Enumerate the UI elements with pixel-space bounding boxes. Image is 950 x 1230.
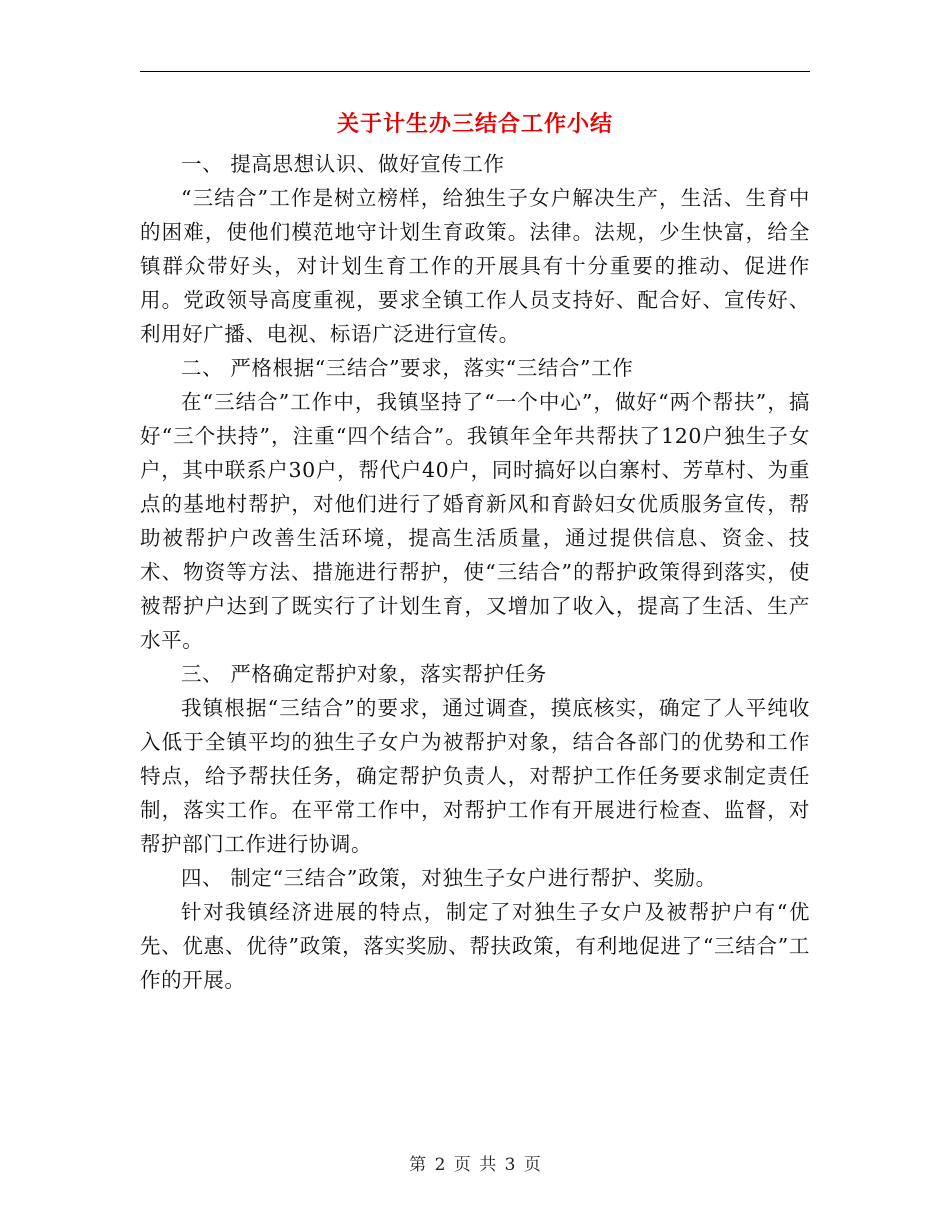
section-heading: 二、 严格根据“三结合”要求，落实“三结合”工作 — [181, 356, 634, 380]
header-rule — [140, 71, 810, 72]
body-paragraph: “三结合”工作是树立榜样，给独生子女户解决生产，生活、生育中的困难，使他们模范地守计划生育政策。法律。法规，少生快富，给全镇群众带好头，对计划生育工作的开展具有十分重要的推动、促进作用。党政领导高度重视，要求全镇工作人员支持好、配合好、宣传好、利用好广播、电视、标语广泛进行宣传。 — [140, 186, 810, 346]
body-paragraph: 针对我镇经济进展的特点，制定了对独生子女户及被帮护户有“优先、优惠、优待”政策，落实奖励、帮扶政策，有利地促进了“三结合”工作的开展。 — [140, 900, 810, 992]
section-heading: 四、 制定“三结合”政策，对独生子女户进行帮护、奖励。 — [181, 866, 717, 890]
section-heading: 一、 提高思想认识、做好宣传工作 — [181, 152, 505, 176]
document-title: 关于计生办三结合工作小结 — [336, 112, 613, 137]
page-number: 第 2 页 共 3 页 — [409, 1155, 541, 1175]
section-heading: 三、 严格确定帮护对象，落实帮护任务 — [181, 662, 547, 686]
body-paragraph: 在“三结合”工作中，我镇坚持了“一个中心”，做好“两个帮扶”，搞好“三个扶持”，注重“四个结合”。我镇年全年共帮扶了120户独生子女户，其中联系户30户，帮代户40户，同时搞好以白寨村、芳草村、为重点的基地村帮护，对他们进行了婚育新风和育龄妇女优质服务宣传，帮助被帮护户改善生活环境，提高生活质量，通过提供信息、资金、技术、物资等方法、措施进行帮护，使“三结合”的帮护政策得到落实，使被帮护户达到了既实行了计划生育，又增加了收入，提高了生活、生产水平。 — [140, 390, 810, 652]
body-paragraph: 我镇根据“三结合”的要求，通过调查，摸底核实，确定了人平纯收入低于全镇平均的独生子女户为被帮护对象，结合各部门的优势和工作特点，给予帮扶任务，确定帮护负责人，对帮护工作任务要求制定责任制，落实工作。在平常工作中，对帮护工作有开展进行检查、监督，对帮护部门工作进行协调。 — [140, 696, 810, 856]
document-body — [140, 147, 810, 997]
